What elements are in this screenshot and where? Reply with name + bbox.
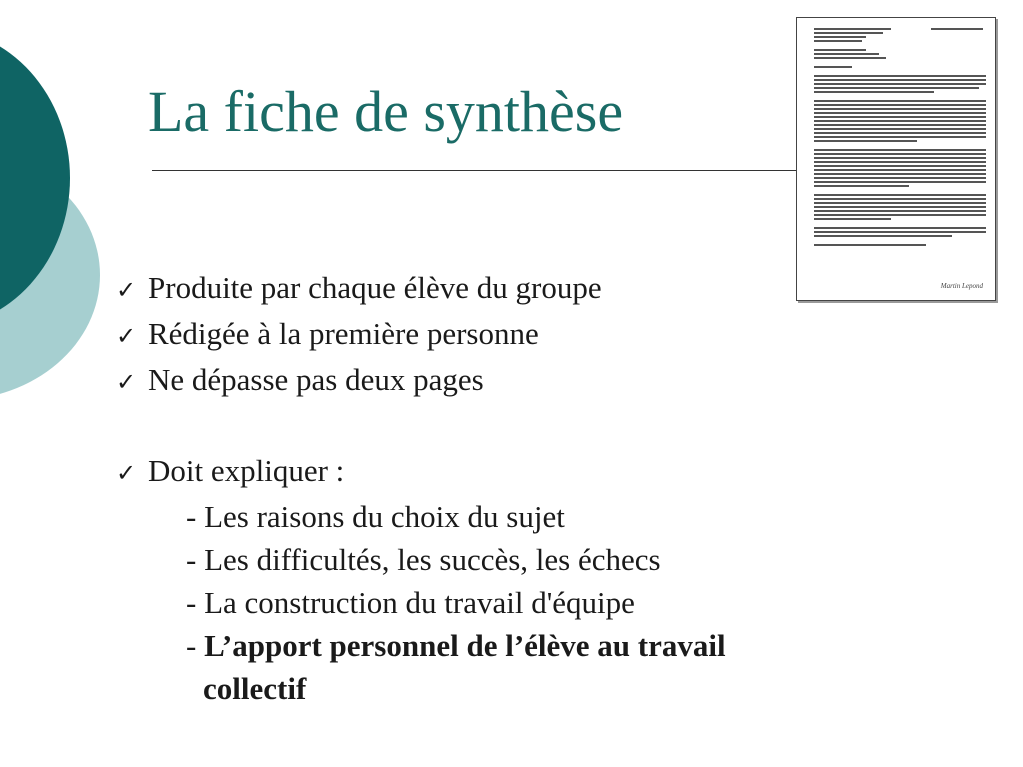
- sub-item-dash: -: [186, 628, 205, 663]
- bullet-text: Rédigée à la première personne: [148, 316, 539, 351]
- bullet-text: Doit expliquer :: [148, 453, 345, 488]
- checkmark-icon: ✓: [116, 459, 137, 487]
- checkmark-icon: ✓: [116, 276, 137, 304]
- slide-title: La fiche de synthèse: [148, 79, 624, 144]
- sub-item: - Les difficultés, les succès, les échecs: [186, 542, 661, 577]
- bullet-text: Produite par chaque élève du groupe: [148, 270, 602, 305]
- document-text-lines: [814, 28, 986, 246]
- bullet-text: Ne dépasse pas deux pages: [148, 362, 484, 397]
- sub-item: - Les raisons du choix du sujet: [186, 499, 565, 534]
- bullet-list: [116, 266, 726, 710]
- sub-item-bold-continuation: collectif: [203, 671, 307, 706]
- bullet-item: [116, 312, 726, 358]
- sub-item: - La construction du travail d'équipe: [186, 585, 635, 620]
- bullet-item: [116, 266, 726, 312]
- title-divider: [152, 170, 800, 171]
- checkmark-icon: ✓: [116, 368, 137, 396]
- bullet-item: [116, 358, 726, 404]
- document-letter-icon: [796, 17, 996, 301]
- sub-item-bold: [116, 624, 726, 667]
- bullet-item: [116, 449, 726, 495]
- document-date-line: [931, 28, 983, 30]
- document-signature: Martin Lepond: [940, 282, 983, 290]
- checkmark-icon: ✓: [116, 322, 137, 350]
- sub-item-bold-text: L’apport personnel de l’élève au travail: [204, 628, 726, 663]
